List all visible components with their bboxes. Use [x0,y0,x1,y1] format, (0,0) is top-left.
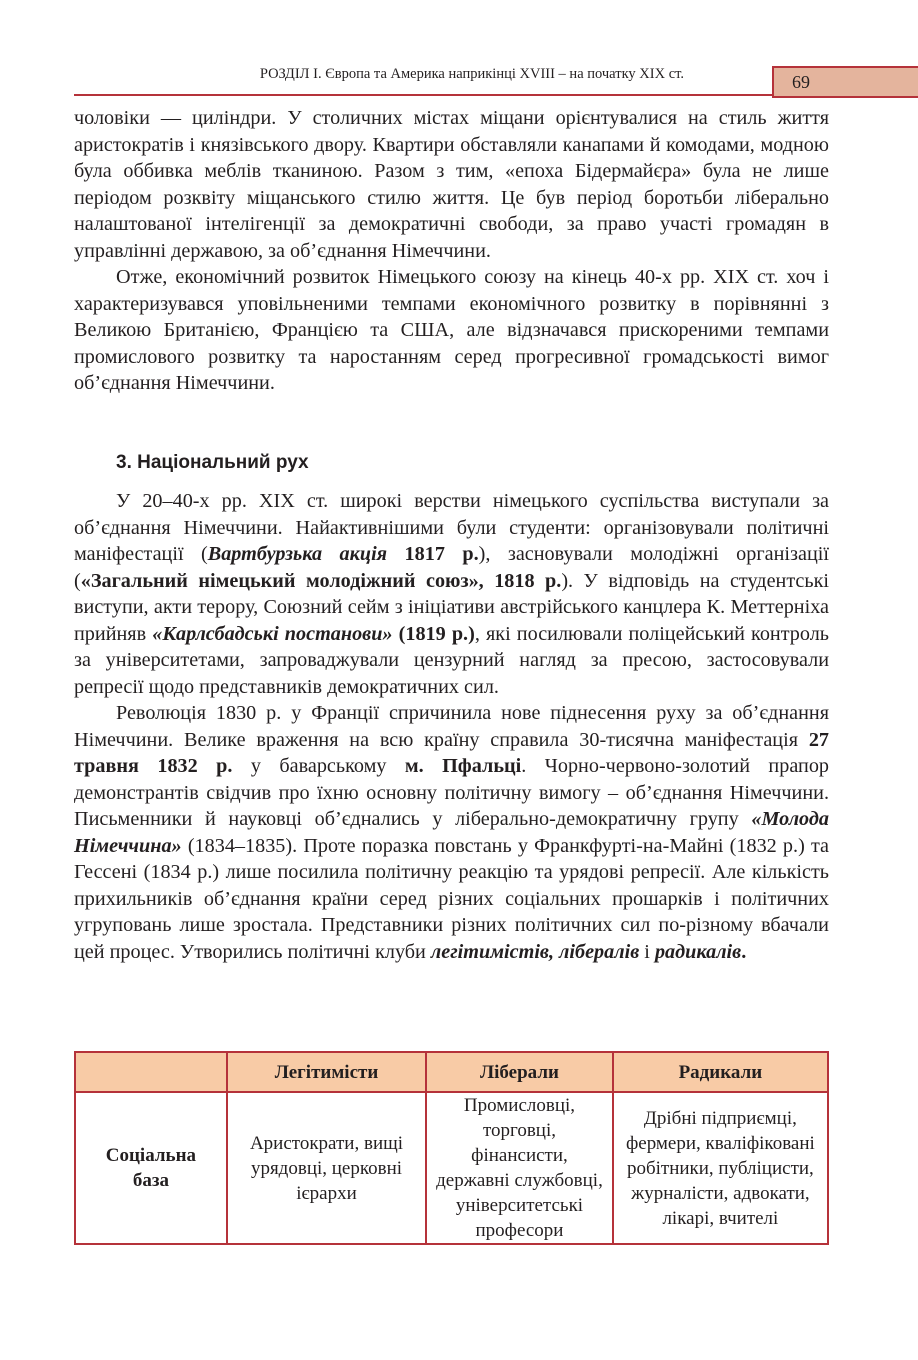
page-number-tab [772,66,918,98]
running-header [74,58,774,96]
table-header-cell: Легітимісти [227,1052,426,1092]
term-legitimists: легітимістів [430,940,549,963]
date-may-1832: 27 травня 1832 р. [74,728,829,777]
page-number: 69 [792,72,810,92]
term-liberals: лібералів [559,940,640,963]
table-header-cell: Радикали [613,1052,828,1092]
row-label: Соціальна база [75,1092,227,1244]
table-header-row [75,1052,828,1092]
term-karlsbad: «Карлсбадські постанови» [152,622,393,645]
section-heading: 3. Національний рух [116,452,309,473]
term-youth-union: «Загальний німецький молодіжний союз» [80,569,479,592]
table-cell: Промисловці, торговці, фінансисти, державні службовці, університетські професори [426,1092,613,1244]
chapter-title: РОЗДІЛ І. Європа та Америка наприкінці XVIII – на початку ХІХ ст. [259,66,684,82]
paragraph-3: У 20–40-х рр. ХІХ ст. широкі верстви німецького суспільства виступали за об’єднання Німеччини. Найактивнішими були студенти: організовували політичні маніфестації (Вартбурзька акція 1817 р.), засновували молодіжні організації («Загальний німецький молодіжний союз», 1818 р.). У відповідь на студентські виступи, акти терору, Союзний сейм з ініціативи австрійського канцлера К. Меттерніха прийняв «Карлсбадські постанови» (1819 р.), які посилювали поліцейський контроль за університетами, запроваджували цензурний нагляд за пресою, застосовували репресії щодо представників демократичних сил. [74,490,830,698]
body-text-bottom [74,488,829,965]
table-header-cell: Ліберали [426,1052,613,1092]
term-young-germany: «Молода Німеччина» [74,808,829,857]
table-cell: Аристократи, вищі урядовці, церковні ієрархи [227,1092,426,1244]
paragraph-2: Отже, економічний розвиток Німецького союзу на кінець 40-х рр. ХІХ ст. хоч і характеризувався уповільненими темпами економічного розвитку в порівнянні з Великою Британією, Францією та США, але відзначався прискореними темпами промислового розвитку та наростанням серед прогресивної громадськості вимог об’єднання Німеччини. [74,266,829,394]
term-radicals: радикалів [654,940,742,963]
table-row [75,1092,828,1244]
place-pfalz: м. Пфальці [404,755,522,777]
paragraph-1: чоловіки — циліндри. У столичних містах міщани орієнтувалися на стиль життя аристократів і князівського двору. Квартири обставляли канапами й комодами, модною була оббивка меблів тканиною. Разом з тим, «епоха Бідермайєра» була не лише періодом розквіту міщанського стилю життя. Це був період боротьби ліберально налаштованої інтелігенції за демократичні свободи, за право участі громадян в управлінні державою, за об’єднання Німеччини. [74,107,829,262]
table-cell: Дрібні підприємці, фермери, кваліфіковані робітники, публіцисти, журналісти, адвокати, лікарі, вчителі [613,1092,828,1244]
paragraph-4: Революція 1830 р. у Франції спричинила нове піднесення руху за об’єднання Німеччини. Велике враження на всю країну справила 30-тисячна маніфестація 27 травня 1832 р. у баварському м. Пфальці. Чорно-червоно-золотий прапор демонстрантів свідчив про їхню основну політичну вимогу – об’єднання Німеччини. Письменники й науковці об’єднались у ліберально-демократичну групу «Молода Німеччина» (1834–1835). Проте поразка повстань у Франкфурті-на-Майні (1832 р.) та Гессені (1834 р.) лише посилила політичну реакцію та урядові репресії. Але кількість прихильників об’єднання країни серед різних соціальних прошарків і політичних угруповань лише зростала. Представники різних політичних сил по-різному вбачали цей процес. Утворились політичні клуби легітимістів, лібералів і радикалів. [74,702,830,963]
political-clubs-table [74,1051,829,1245]
table-header-cell [75,1052,227,1092]
term-wartburg: Вартбурзька акція [207,543,388,565]
body-text-top [74,105,829,397]
